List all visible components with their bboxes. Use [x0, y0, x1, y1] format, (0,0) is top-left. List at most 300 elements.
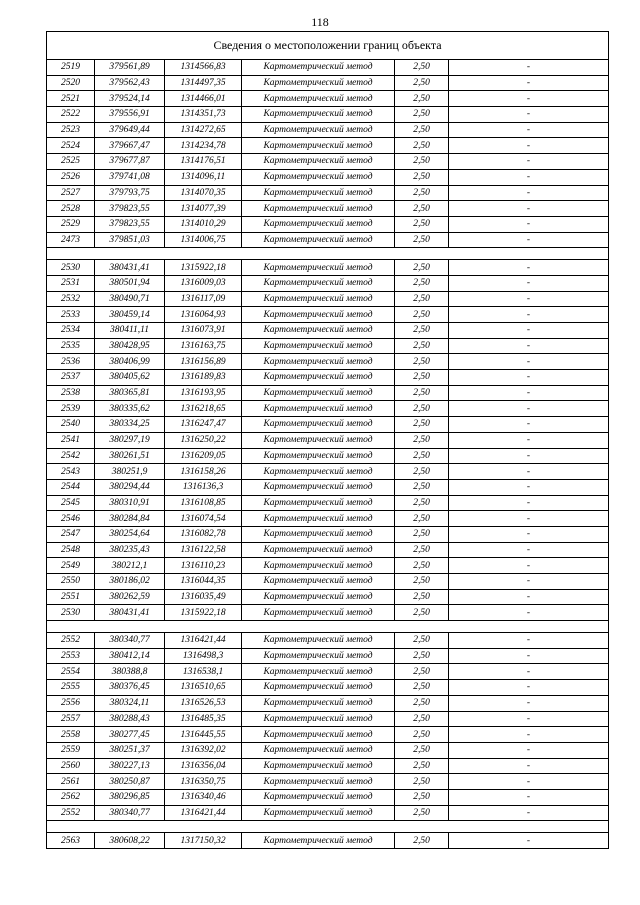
cell-method: Картометрический метод [242, 758, 395, 774]
cell-accuracy: 2,50 [395, 495, 449, 511]
cell-description: - [449, 138, 609, 154]
cell-accuracy: 2,50 [395, 122, 449, 138]
cell-accuracy: 2,50 [395, 60, 449, 76]
cell-description: - [449, 401, 609, 417]
cell-description: - [449, 774, 609, 790]
table-row [47, 154, 609, 170]
cell-method: Картометрический метод [242, 307, 395, 323]
cell-coordinate-y: 1316340,46 [165, 789, 242, 805]
cell-point-number: 2563 [47, 833, 95, 849]
cell-coordinate-y: 1316445,55 [165, 727, 242, 743]
cell-method: Картометрический метод [242, 75, 395, 91]
table-row [47, 511, 609, 527]
cell-description: - [449, 479, 609, 495]
cell-accuracy: 2,50 [395, 695, 449, 711]
cell-description: - [449, 185, 609, 201]
cell-coordinate-x: 380251,9 [95, 464, 165, 480]
cell-coordinate-x: 380365,81 [95, 385, 165, 401]
cell-coordinate-x: 380277,45 [95, 727, 165, 743]
cell-coordinate-x: 380411,11 [95, 323, 165, 339]
cell-coordinate-x: 380254,64 [95, 526, 165, 542]
cell-accuracy: 2,50 [395, 711, 449, 727]
cell-coordinate-x: 380405,62 [95, 370, 165, 386]
cell-point-number: 2528 [47, 201, 95, 217]
cell-coordinate-y: 1316158,26 [165, 464, 242, 480]
cell-method: Картометрический метод [242, 232, 395, 248]
cell-description: - [449, 154, 609, 170]
table-row [47, 605, 609, 621]
table-row [47, 201, 609, 217]
cell-description: - [449, 107, 609, 123]
table-row [47, 323, 609, 339]
cell-accuracy: 2,50 [395, 742, 449, 758]
cell-method: Картометрический метод [242, 401, 395, 417]
cell-point-number: 2562 [47, 789, 95, 805]
cell-point-number: 2552 [47, 633, 95, 649]
cell-point-number: 2531 [47, 275, 95, 291]
cell-method: Картометрический метод [242, 216, 395, 232]
cell-point-number: 2552 [47, 805, 95, 821]
table-row [47, 664, 609, 680]
cell-coordinate-y: 1316538,1 [165, 664, 242, 680]
cell-coordinate-x: 380227,13 [95, 758, 165, 774]
cell-coordinate-y: 1314566,83 [165, 60, 242, 76]
cell-method: Картометрический метод [242, 448, 395, 464]
cell-coordinate-x: 380459,14 [95, 307, 165, 323]
cell-point-number: 2536 [47, 354, 95, 370]
cell-point-number: 2549 [47, 558, 95, 574]
cell-description: - [449, 758, 609, 774]
cell-point-number: 2541 [47, 432, 95, 448]
table-row [47, 648, 609, 664]
cell-point-number: 2532 [47, 291, 95, 307]
cell-description: - [449, 495, 609, 511]
cell-accuracy: 2,50 [395, 789, 449, 805]
cell-point-number: 2526 [47, 169, 95, 185]
cell-coordinate-y: 1315922,18 [165, 605, 242, 621]
cell-description: - [449, 680, 609, 696]
cell-point-number: 2539 [47, 401, 95, 417]
cell-method: Картометрический метод [242, 323, 395, 339]
cell-coordinate-x: 379561,89 [95, 60, 165, 76]
cell-point-number: 2557 [47, 711, 95, 727]
cell-method: Картометрический метод [242, 91, 395, 107]
cell-coordinate-y: 1315922,18 [165, 260, 242, 276]
table-row [47, 479, 609, 495]
cell-method: Картометрический метод [242, 680, 395, 696]
cell-description: - [449, 574, 609, 590]
cell-accuracy: 2,50 [395, 805, 449, 821]
table-title-row [47, 32, 609, 60]
table-row [47, 589, 609, 605]
cell-description: - [449, 417, 609, 433]
cell-coordinate-y: 1316163,75 [165, 338, 242, 354]
cell-accuracy: 2,50 [395, 727, 449, 743]
cell-description: - [449, 260, 609, 276]
table-row [47, 558, 609, 574]
cell-coordinate-y: 1316074,54 [165, 511, 242, 527]
cell-coordinate-x: 380428,95 [95, 338, 165, 354]
cell-point-number: 2529 [47, 216, 95, 232]
group-separator [47, 621, 609, 633]
cell-accuracy: 2,50 [395, 138, 449, 154]
cell-accuracy: 2,50 [395, 558, 449, 574]
cell-method: Картометрический метод [242, 711, 395, 727]
cell-coordinate-x: 380376,45 [95, 680, 165, 696]
group-separator [47, 248, 609, 260]
cell-coordinate-x: 380501,94 [95, 275, 165, 291]
cell-description: - [449, 633, 609, 649]
cell-accuracy: 2,50 [395, 526, 449, 542]
cell-point-number: 2548 [47, 542, 95, 558]
cell-method: Картометрический метод [242, 385, 395, 401]
cell-description: - [449, 169, 609, 185]
cell-coordinate-x: 380262,59 [95, 589, 165, 605]
cell-coordinate-x: 380186,02 [95, 574, 165, 590]
cell-point-number: 2553 [47, 648, 95, 664]
cell-description: - [449, 742, 609, 758]
cell-description: - [449, 605, 609, 621]
cell-point-number: 2558 [47, 727, 95, 743]
cell-coordinate-y: 1314272,65 [165, 122, 242, 138]
cell-description: - [449, 354, 609, 370]
cell-accuracy: 2,50 [395, 291, 449, 307]
cell-description: - [449, 464, 609, 480]
cell-accuracy: 2,50 [395, 479, 449, 495]
cell-description: - [449, 711, 609, 727]
cell-coordinate-y: 1316064,93 [165, 307, 242, 323]
cell-method: Картометрический метод [242, 354, 395, 370]
cell-accuracy: 2,50 [395, 75, 449, 91]
cell-accuracy: 2,50 [395, 680, 449, 696]
cell-coordinate-x: 380431,41 [95, 260, 165, 276]
cell-accuracy: 2,50 [395, 417, 449, 433]
cell-coordinate-y: 1316250,22 [165, 432, 242, 448]
cell-coordinate-x: 380388,8 [95, 664, 165, 680]
cell-coordinate-y: 1314010,29 [165, 216, 242, 232]
cell-coordinate-y: 1316082,78 [165, 526, 242, 542]
cell-accuracy: 2,50 [395, 354, 449, 370]
cell-method: Картометрический метод [242, 774, 395, 790]
cell-accuracy: 2,50 [395, 758, 449, 774]
cell-point-number: 2547 [47, 526, 95, 542]
cell-description: - [449, 833, 609, 849]
cell-method: Картометрический метод [242, 464, 395, 480]
cell-accuracy: 2,50 [395, 542, 449, 558]
cell-point-number: 2523 [47, 122, 95, 138]
cell-method: Картометрический метод [242, 664, 395, 680]
cell-accuracy: 2,50 [395, 664, 449, 680]
cell-coordinate-y: 1316350,75 [165, 774, 242, 790]
table-row [47, 742, 609, 758]
cell-coordinate-y: 1316044,35 [165, 574, 242, 590]
cell-description: - [449, 542, 609, 558]
cell-coordinate-y: 1316356,04 [165, 758, 242, 774]
table-row [47, 774, 609, 790]
cell-coordinate-y: 1316110,23 [165, 558, 242, 574]
cell-accuracy: 2,50 [395, 169, 449, 185]
cell-method: Картометрический метод [242, 260, 395, 276]
cell-method: Картометрический метод [242, 605, 395, 621]
table-title: Сведения о местоположении границ объекта [47, 32, 609, 60]
cell-point-number: 2561 [47, 774, 95, 790]
cell-point-number: 2522 [47, 107, 95, 123]
cell-method: Картометрический метод [242, 479, 395, 495]
cell-description: - [449, 75, 609, 91]
cell-description: - [449, 648, 609, 664]
cell-method: Картометрический метод [242, 370, 395, 386]
table-row [47, 758, 609, 774]
cell-method: Картометрический метод [242, 511, 395, 527]
cell-coordinate-y: 1316189,83 [165, 370, 242, 386]
cell-coordinate-x: 379649,44 [95, 122, 165, 138]
cell-point-number: 2560 [47, 758, 95, 774]
cell-point-number: 2533 [47, 307, 95, 323]
cell-point-number: 2551 [47, 589, 95, 605]
table-body [47, 32, 609, 849]
cell-method: Картометрический метод [242, 338, 395, 354]
cell-point-number: 2543 [47, 464, 95, 480]
cell-point-number: 2527 [47, 185, 95, 201]
cell-description: - [449, 526, 609, 542]
cell-coordinate-x: 379851,03 [95, 232, 165, 248]
cell-coordinate-x: 380490,71 [95, 291, 165, 307]
cell-accuracy: 2,50 [395, 574, 449, 590]
cell-coordinate-y: 1316193,95 [165, 385, 242, 401]
table-row [47, 495, 609, 511]
cell-method: Картометрический метод [242, 291, 395, 307]
cell-coordinate-x: 380324,11 [95, 695, 165, 711]
cell-coordinate-x: 380250,87 [95, 774, 165, 790]
cell-coordinate-y: 1316526,53 [165, 695, 242, 711]
cell-description: - [449, 727, 609, 743]
group-separator-cell [47, 821, 609, 833]
cell-accuracy: 2,50 [395, 307, 449, 323]
cell-coordinate-x: 380296,85 [95, 789, 165, 805]
cell-point-number: 2559 [47, 742, 95, 758]
cell-point-number: 2540 [47, 417, 95, 433]
cell-description: - [449, 385, 609, 401]
cell-point-number: 2550 [47, 574, 95, 590]
cell-point-number: 2535 [47, 338, 95, 354]
cell-coordinate-x: 380340,77 [95, 633, 165, 649]
cell-coordinate-x: 379677,87 [95, 154, 165, 170]
cell-method: Картометрический метод [242, 169, 395, 185]
table-row [47, 574, 609, 590]
cell-description: - [449, 370, 609, 386]
table-row [47, 60, 609, 76]
table-row [47, 122, 609, 138]
cell-accuracy: 2,50 [395, 201, 449, 217]
cell-accuracy: 2,50 [395, 385, 449, 401]
cell-description: - [449, 558, 609, 574]
cell-coordinate-y: 1316510,65 [165, 680, 242, 696]
table-row [47, 789, 609, 805]
cell-point-number: 2545 [47, 495, 95, 511]
cell-point-number: 2473 [47, 232, 95, 248]
table-row [47, 107, 609, 123]
cell-point-number: 2530 [47, 605, 95, 621]
cell-method: Картометрический метод [242, 526, 395, 542]
cell-method: Картометрический метод [242, 558, 395, 574]
cell-point-number: 2524 [47, 138, 95, 154]
cell-coordinate-y: 1316392,02 [165, 742, 242, 758]
cell-method: Картометрический метод [242, 648, 395, 664]
cell-point-number: 2554 [47, 664, 95, 680]
cell-description: - [449, 232, 609, 248]
cell-coordinate-y: 1314234,78 [165, 138, 242, 154]
cell-accuracy: 2,50 [395, 833, 449, 849]
cell-description: - [449, 695, 609, 711]
cell-coordinate-x: 380406,99 [95, 354, 165, 370]
table-row [47, 307, 609, 323]
cell-coordinate-y: 1314351,73 [165, 107, 242, 123]
cell-description: - [449, 448, 609, 464]
cell-method: Картометрический метод [242, 542, 395, 558]
boundary-coordinates-table [46, 31, 609, 849]
cell-point-number: 2544 [47, 479, 95, 495]
cell-accuracy: 2,50 [395, 432, 449, 448]
cell-description: - [449, 511, 609, 527]
cell-point-number: 2530 [47, 260, 95, 276]
table-row [47, 680, 609, 696]
cell-point-number: 2520 [47, 75, 95, 91]
cell-description: - [449, 60, 609, 76]
cell-method: Картометрический метод [242, 201, 395, 217]
cell-coordinate-x: 379823,55 [95, 201, 165, 217]
cell-coordinate-y: 1317150,32 [165, 833, 242, 849]
table-row [47, 75, 609, 91]
cell-accuracy: 2,50 [395, 370, 449, 386]
cell-coordinate-x: 379562,43 [95, 75, 165, 91]
cell-coordinate-x: 380251,37 [95, 742, 165, 758]
cell-accuracy: 2,50 [395, 774, 449, 790]
cell-coordinate-x: 379667,47 [95, 138, 165, 154]
cell-accuracy: 2,50 [395, 216, 449, 232]
cell-coordinate-y: 1316035,49 [165, 589, 242, 605]
cell-coordinate-x: 380412,14 [95, 648, 165, 664]
cell-coordinate-y: 1316485,35 [165, 711, 242, 727]
cell-method: Картометрический метод [242, 138, 395, 154]
cell-description: - [449, 216, 609, 232]
cell-point-number: 2555 [47, 680, 95, 696]
cell-method: Картометрический метод [242, 60, 395, 76]
cell-coordinate-x: 380294,44 [95, 479, 165, 495]
cell-description: - [449, 664, 609, 680]
table-row [47, 526, 609, 542]
cell-method: Картометрический метод [242, 154, 395, 170]
table-row [47, 727, 609, 743]
cell-accuracy: 2,50 [395, 633, 449, 649]
cell-accuracy: 2,50 [395, 232, 449, 248]
table-row [47, 464, 609, 480]
cell-coordinate-y: 1314006,75 [165, 232, 242, 248]
table-row [47, 232, 609, 248]
group-separator-cell [47, 621, 609, 633]
cell-coordinate-y: 1316009,03 [165, 275, 242, 291]
cell-accuracy: 2,50 [395, 338, 449, 354]
table-row [47, 695, 609, 711]
cell-method: Картометрический метод [242, 275, 395, 291]
cell-description: - [449, 91, 609, 107]
cell-accuracy: 2,50 [395, 605, 449, 621]
cell-coordinate-y: 1316421,44 [165, 633, 242, 649]
cell-description: - [449, 432, 609, 448]
cell-method: Картометрический метод [242, 107, 395, 123]
table-row [47, 185, 609, 201]
cell-accuracy: 2,50 [395, 448, 449, 464]
cell-point-number: 2556 [47, 695, 95, 711]
table-row [47, 417, 609, 433]
table-row [47, 338, 609, 354]
cell-description: - [449, 789, 609, 805]
cell-coordinate-x: 380431,41 [95, 605, 165, 621]
cell-accuracy: 2,50 [395, 511, 449, 527]
cell-point-number: 2521 [47, 91, 95, 107]
cell-accuracy: 2,50 [395, 401, 449, 417]
cell-point-number: 2525 [47, 154, 95, 170]
cell-coordinate-x: 379556,91 [95, 107, 165, 123]
cell-accuracy: 2,50 [395, 154, 449, 170]
cell-coordinate-x: 379741,08 [95, 169, 165, 185]
table-row [47, 633, 609, 649]
cell-coordinate-x: 380335,62 [95, 401, 165, 417]
table-row [47, 432, 609, 448]
group-separator-cell [47, 248, 609, 260]
cell-coordinate-y: 1316108,85 [165, 495, 242, 511]
cell-coordinate-x: 379793,75 [95, 185, 165, 201]
cell-method: Картометрический метод [242, 185, 395, 201]
cell-point-number: 2534 [47, 323, 95, 339]
cell-coordinate-x: 380340,77 [95, 805, 165, 821]
cell-coordinate-x: 379823,55 [95, 216, 165, 232]
cell-coordinate-y: 1314497,35 [165, 75, 242, 91]
cell-method: Картометрический метод [242, 633, 395, 649]
cell-method: Картометрический метод [242, 805, 395, 821]
cell-coordinate-y: 1314176,51 [165, 154, 242, 170]
table-row [47, 275, 609, 291]
cell-coordinate-x: 380284,84 [95, 511, 165, 527]
cell-point-number: 2542 [47, 448, 95, 464]
cell-coordinate-x: 380310,91 [95, 495, 165, 511]
cell-point-number: 2537 [47, 370, 95, 386]
cell-point-number: 2546 [47, 511, 95, 527]
cell-point-number: 2519 [47, 60, 95, 76]
cell-method: Картометрический метод [242, 742, 395, 758]
table-row [47, 833, 609, 849]
cell-coordinate-x: 380297,19 [95, 432, 165, 448]
cell-accuracy: 2,50 [395, 464, 449, 480]
boundary-table-sheet [46, 31, 608, 849]
cell-description: - [449, 805, 609, 821]
group-separator [47, 821, 609, 833]
cell-coordinate-y: 1314466,01 [165, 91, 242, 107]
cell-description: - [449, 589, 609, 605]
cell-method: Картометрический метод [242, 727, 395, 743]
cell-coordinate-x: 380608,22 [95, 833, 165, 849]
cell-accuracy: 2,50 [395, 589, 449, 605]
cell-accuracy: 2,50 [395, 275, 449, 291]
cell-coordinate-x: 380288,43 [95, 711, 165, 727]
table-row [47, 385, 609, 401]
table-row [47, 401, 609, 417]
cell-coordinate-y: 1316218,65 [165, 401, 242, 417]
cell-accuracy: 2,50 [395, 323, 449, 339]
cell-point-number: 2538 [47, 385, 95, 401]
cell-coordinate-y: 1314070,35 [165, 185, 242, 201]
cell-coordinate-y: 1316117,09 [165, 291, 242, 307]
cell-description: - [449, 122, 609, 138]
